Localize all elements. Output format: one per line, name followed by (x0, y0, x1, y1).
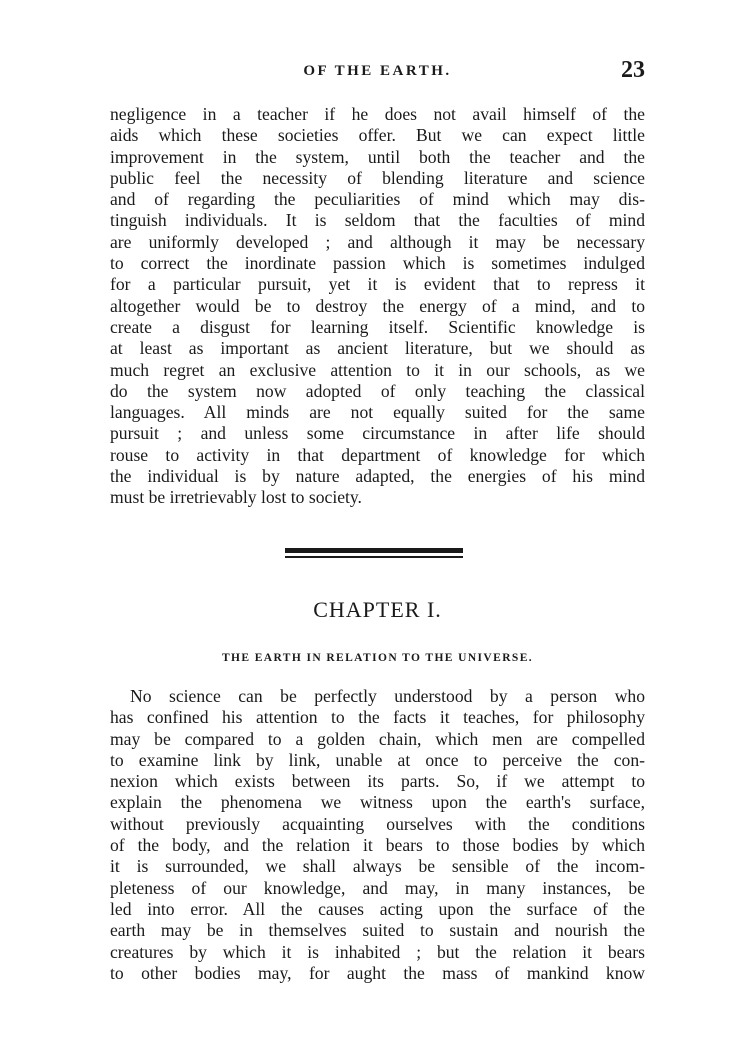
text-line: tinguish individuals. It is seldom that the faculties of mind (110, 210, 645, 231)
chapter-opening-paragraph (110, 686, 645, 984)
text-line: it is surrounded, we shall always be sensible of the incom- (110, 856, 645, 877)
text-line: nexion which exists between its parts. So, if we attempt to (110, 771, 645, 792)
text-line: pleteness of our knowledge, and may, in many instances, be (110, 877, 645, 898)
divider-thick-rule (285, 548, 463, 553)
text-line: much regret an exclusive attention to it in our schools, as we (110, 359, 645, 380)
text-line: improvement in the system, until both the teacher and the (110, 146, 645, 167)
text-line: to examine link by link, unable at once to perceive the con- (110, 749, 645, 770)
text-line: of the body, and the relation it bears to those bodies by which (110, 835, 645, 856)
text-line: create a disgust for learning itself. Scientific knowledge is (110, 316, 645, 337)
text-line: negligence in a teacher if he does not avail himself of the (110, 104, 645, 124)
text-line: may be compared to a golden chain, which men are compelled (110, 728, 645, 749)
chapter-subtitle: THE EARTH IN RELATION TO THE UNIVERSE. (221, 652, 534, 664)
text-line: pursuit ; and unless some circumstance in after life should (110, 423, 645, 444)
text-line: at least as important as ancient literature, but we should as (110, 338, 645, 359)
text-line: explain the phenomena we witness upon the earth's surface, (110, 792, 645, 813)
running-head (110, 57, 645, 90)
text-line: to other bodies may, for aught the mass of mankind know (110, 962, 645, 983)
text-line: for a particular pursuit, yet it is evident that to repress it (110, 274, 645, 295)
text-line: No science can be perfectly understood by a person who (130, 686, 645, 706)
chapter-title: CHAPTER I. (313, 597, 442, 622)
text-line: has confined his attention to the facts it teaches, for philosophy (110, 707, 645, 728)
text-line: without previously acquainting ourselves with the conditions (110, 813, 645, 834)
text-line: to correct the inordinate passion which is sometimes indulged (110, 253, 645, 274)
text-line: are uniformly developed ; and although it may be necessary (110, 231, 645, 252)
divider-thin-rule (285, 556, 463, 558)
text-line: public feel the necessity of blending literature and science (110, 167, 645, 188)
running-title: OF THE EARTH. (303, 63, 452, 79)
text-line: the individual is by nature adapted, the energies of his mind (110, 466, 645, 487)
text-line: aids which these societies offer. But we can expect little (110, 125, 645, 146)
section-divider (285, 548, 463, 560)
text-line: rouse to activity in that department of knowledge for which (110, 444, 645, 465)
text-line: earth may be in themselves suited to sustain and nourish the (110, 920, 645, 941)
text-line: do the system now adopted of only teaching the classical (110, 380, 645, 401)
text-line: led into error. All the causes acting upon the surface of the (110, 898, 645, 919)
paragraph-continued (110, 104, 645, 509)
text-line: and of regarding the peculiarities of mind which may dis- (110, 189, 645, 210)
text-line: creatures by which it is inhabited ; but the relation it bears (110, 941, 645, 962)
text-line: languages. All minds are not equally suited for the same (110, 402, 645, 423)
text-line: must be irretrievably lost to society. (110, 487, 362, 508)
text-line: altogether would be to destroy the energy of a mind, and to (110, 295, 645, 316)
page-number: 23 (621, 57, 645, 83)
